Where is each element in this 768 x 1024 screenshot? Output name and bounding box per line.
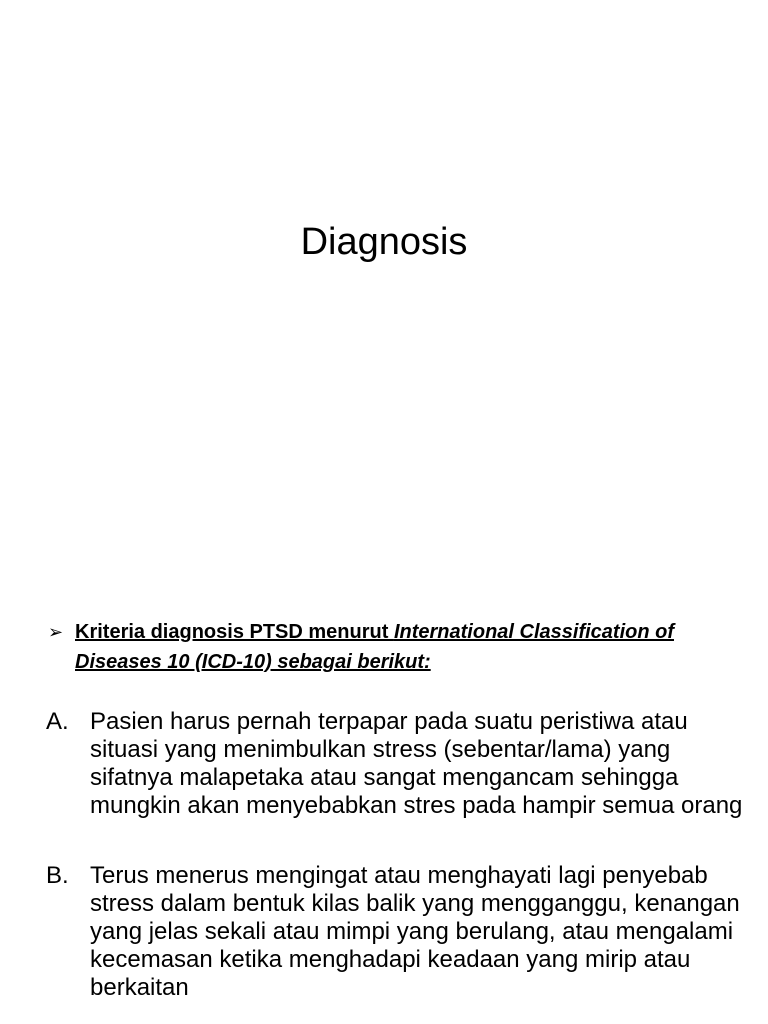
criteria-text [75, 617, 748, 677]
criteria-list [46, 708, 746, 1002]
criteria-lead-text: Kriteria diagnosis PTSD menurut [75, 621, 394, 643]
list-marker-b: B. [46, 862, 69, 889]
list-item-a [46, 708, 746, 820]
list-item-b-text: Terus menerus mengingat atau menghayati lagi penyebab stress dalam bentuk kilas balik yang mengganggu, kenangan yang jelas sekali atau mimpi yang berulang, atau mengalami kecemasan ketika menghadapi keadaan yang mirip atau berkaitan [90, 862, 740, 1001]
list-item-b [46, 862, 746, 1002]
criteria-heading [48, 617, 748, 677]
list-item-a-text: Pasien harus pernah terpapar pada suatu peristiwa atau situasi yang menimbulkan stress (sebentar/lama) yang sifatnya malapetaka atau sangat mengancam sehingga mungkin akan menyebabkan stres pada hampir semua orang [90, 708, 743, 819]
criteria-italic-text: International Classification of Diseases 10 (ICD-10) sebagai berikut: [75, 621, 674, 673]
arrow-bullet-icon: ➢ [48, 622, 64, 642]
slide-title: Diagnosis [300, 221, 468, 263]
list-marker-a: A. [46, 708, 69, 735]
